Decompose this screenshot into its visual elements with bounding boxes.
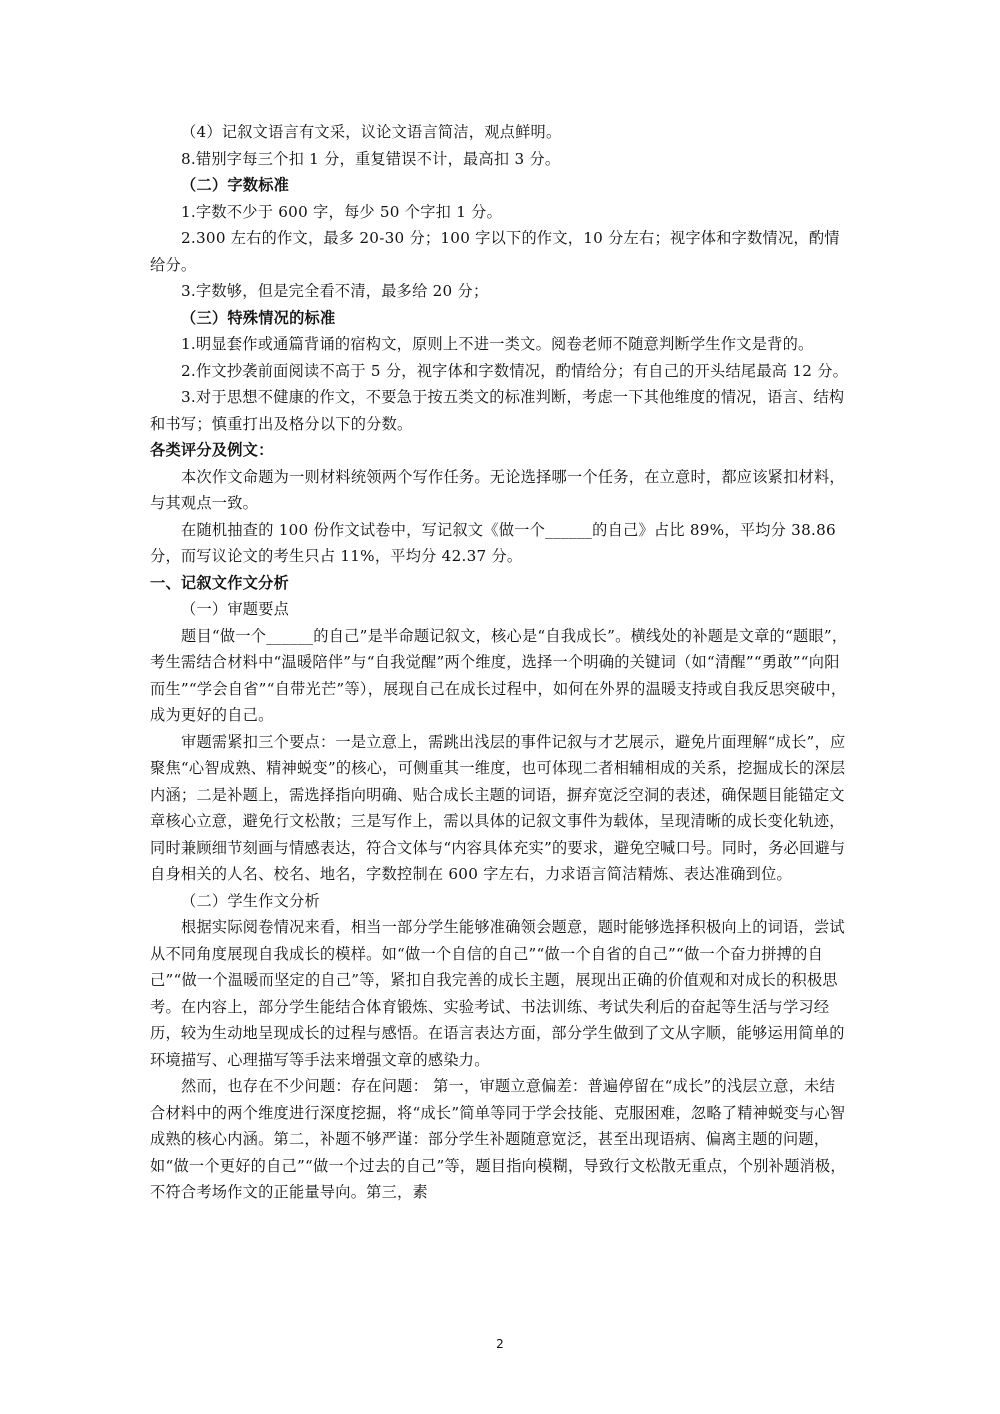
section-heading-special-cases: （三）特殊情况的标准 <box>181 308 336 327</box>
heading-scoring-and-examples: 各类评分及例文： <box>150 441 274 459</box>
page-number: 2 <box>496 1337 504 1351</box>
sample-statistics-paragraph: 在随机抽查的 100 份作文试卷中，写记叙文《做一个______的自己》占比 89%，平均分 38.86 分，而写议论文的考生只占 11%，平均分 42.37 分。 <box>150 520 836 565</box>
criterion-4-language: （4）记叙文语言有文采，议论文语言简洁，观点鲜明。 <box>181 123 562 141</box>
subheading-student-analysis: （二）学生作文分析 <box>181 891 320 910</box>
criterion-8-typos: 8.错别字每三个扣 1 分，重复错误不计，最高扣 3 分。 <box>181 149 561 168</box>
document-body <box>150 119 850 1206</box>
heading-narrative-analysis: 一、记叙文作文分析 <box>150 573 289 592</box>
special-case-rule-3: 3.对于思想不健康的作文，不要急于按五类文的标准判断，考虑一下其他维度的情况，语言、结构和书写；慎重打出及格分以下的分数。 <box>150 388 845 433</box>
key-points-paragraph-2: 审题需紧扣三个要点：一是立意上，需跳出浅层的事件记叙与才艺展示，避免片面理解“成长”，应聚焦“心智成熟、精神蜕变”的核心，可侧重其一维度，也可体现二者相辅相成的关系，挖掘成长的深层内涵；二是补题上，需选择指向明确、贴合成长主题的词语，摒弃宽泛空洞的表述，确保题目能锚定文章核心立意，避免行文松散；三是写作上，需以具体的记叙文事件为载体，呈现清晰的成长变化轨迹，同时兼顾细节刻画与情感表达，符合文体与“内容具体充实”的要求，避免空喊口号。同时，务必回避与自身相关的人名、校名、地名，字数控制在 600 字左右，力求语言简洁精炼、表达准确到位。 <box>150 732 846 883</box>
word-count-rule-2: 2.300 左右的作文，最多 20-30 分；100 字以下的作文，10 分左右；视字体和字数情况，酌情给分。 <box>150 229 840 274</box>
student-analysis-paragraph-2: 然而，也存在不少问题：存在问题： 第一，审题立意偏差：普遍停留在“成长”的浅层立意，未结合材料中的两个维度进行深度挖掘，将“成长”简单等同于学会技能、克服困难，忽略了精神蜕变与心智成熟的核心内涵。第二，补题不够严谨：部分学生补题随意宽泛，甚至出现语病、偏离主题的问题，如“做一个更好的自己”“做一个过去的自己”等，题目指向模糊，导致行文松散无重点，个别补题消极，不符合考场作文的正能量导向。第三，素 <box>150 1077 846 1201</box>
section-heading-word-count: （二）字数标准 <box>181 176 290 194</box>
student-analysis-paragraph-1: 根据实际阅卷情况来看，相当一部分学生能够准确领会题意，题时能够选择积极向上的词语，尝试从不同角度展现自我成长的模样。如“做一个自信的自己”“做一个自省的自己”“做一个奋力拼搏的自己”“做一个温暖而坚定的自己”等，紧扣自我完善的成长主题，展现出正确的价值观和对成长的积极思考。在内容上，部分学生能结合体育锻炼、实验考试、书法训练、考试失利后的奋起等生活与学习经历，较为生动地呈现成长的过程与感悟。在语言表达方面，部分学生做到了文从字顺，能够运用简单的环境描写、心理描写等手法来增强文章的感染力。 <box>150 918 845 1069</box>
subheading-key-points: （一）审题要点 <box>181 600 290 618</box>
prompt-overview-paragraph: 本次作文命题为一则材料统领两个写作任务。无论选择哪一个任务，在立意时，都应该紧扣材料，与其观点一致。 <box>150 467 845 512</box>
word-count-rule-3: 3.字数够，但是完全看不清，最多给 20 分； <box>181 282 489 300</box>
key-points-paragraph-1: 题目“做一个______的自己”是半命题记叙文，核心是“自我成长”。横线处的补题是文章的“题眼”，考生需结合材料中“温暖陪伴”与“自我觉醒”两个维度，选择一个明确的关键词（如“清醒”“勇敢”“向阳而生”“学会自省”“自带光芒”等），展现自己在成长过程中，如何在外界的温暖支持或自我反思突破中，成为更好的自己。 <box>150 626 848 724</box>
word-count-rule-1: 1.字数不少于 600 字，每少 50 个字扣 1 分。 <box>181 202 503 221</box>
special-case-rule-2: 2.作文抄袭前面阅读不高于 5 分，视字体和字数情况，酌情给分；有自己的开头结尾最高 12 分。 <box>181 361 849 380</box>
special-case-rule-1: 1.明显套作或通篇背诵的宿构文，原则上不进一类文。阅卷老师不随意判断学生作文是背的。 <box>181 335 814 353</box>
